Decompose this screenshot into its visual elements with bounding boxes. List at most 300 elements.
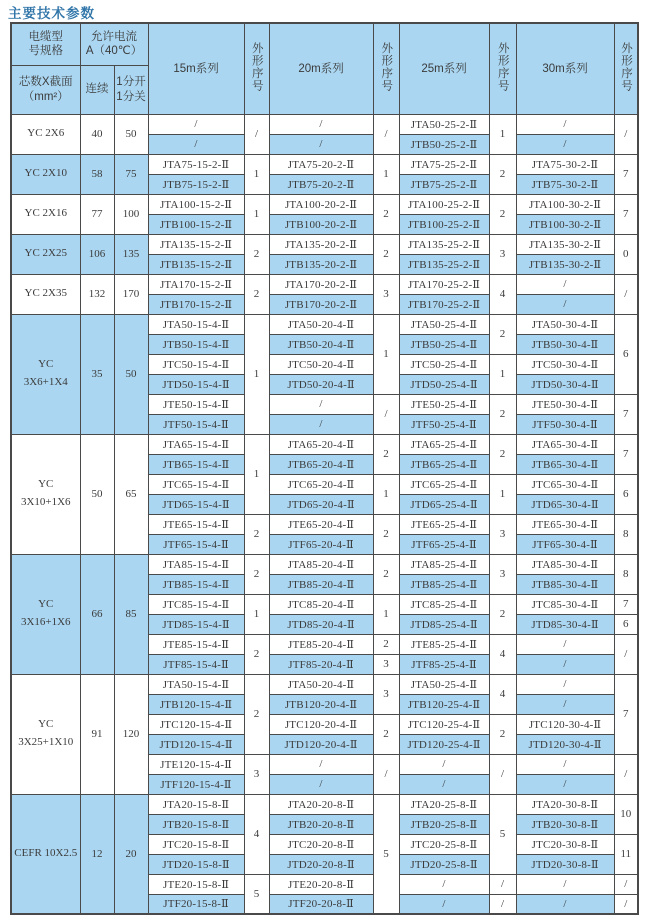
model-code-cell: JTB50-30-4-Ⅱ (516, 334, 614, 354)
model-code-cell: JTB85-25-4-Ⅱ (399, 574, 489, 594)
table-row (11, 554, 638, 574)
model-code-cell: JTB120-15-4-Ⅱ (148, 694, 244, 714)
model-code-cell: JTB75-25-2-Ⅱ (399, 174, 489, 194)
one-on-one-off-current-cell: 75 (114, 154, 148, 194)
model-code-cell: / (516, 274, 614, 294)
model-code-cell: JTB135-30-2-Ⅱ (516, 254, 614, 274)
model-code-cell: JTA170-15-2-Ⅱ (148, 274, 244, 294)
shape-index-cell: / (489, 754, 516, 794)
model-code-cell: JTA75-15-2-Ⅱ (148, 154, 244, 174)
model-code-cell: / (516, 874, 614, 894)
header-shape-index-4: 外形序号 (614, 23, 638, 114)
model-code-cell: / (399, 774, 489, 794)
shape-index-cell: 7 (614, 394, 638, 434)
model-code-cell: JTD85-20-4-Ⅱ (269, 614, 373, 634)
shape-index-cell: 1 (373, 474, 399, 514)
table-body (11, 114, 638, 914)
model-code-cell: JTB65-30-4-Ⅱ (516, 454, 614, 474)
header-allowed-current: 允许电流 A（40℃） (80, 23, 148, 65)
model-code-cell: JTA50-20-4-Ⅱ (269, 314, 373, 334)
group-model-line: 3X6+1X4 (23, 376, 68, 388)
model-code-cell: JTB100-15-2-Ⅱ (148, 214, 244, 234)
model-code-cell: JTC20-15-8-Ⅱ (148, 834, 244, 854)
model-code-cell: JTB135-15-2-Ⅱ (148, 254, 244, 274)
shape-index-cell: 2 (244, 514, 269, 554)
group-model-cell (11, 274, 80, 314)
model-code-cell: JTA50-25-4-Ⅱ (399, 674, 489, 694)
model-code-cell: JTA85-30-4-Ⅱ (516, 554, 614, 574)
model-code-cell: JTA85-15-4-Ⅱ (148, 554, 244, 574)
shape-index-cell: 7 (614, 674, 638, 754)
model-code-cell: JTB75-15-2-Ⅱ (148, 174, 244, 194)
model-code-cell: JTB100-30-2-Ⅱ (516, 214, 614, 234)
shape-index-cell: / (373, 114, 399, 154)
shape-index-cell: 7 (614, 594, 638, 614)
header-series-30m: 30m系列 (516, 23, 614, 114)
model-code-cell: JTF85-15-4-Ⅱ (148, 654, 244, 674)
group-model-line: YC (38, 358, 54, 371)
one-on-one-off-current-cell: 85 (114, 554, 148, 674)
model-code-cell: / (516, 674, 614, 694)
model-code-cell: JTE65-15-4-Ⅱ (148, 514, 244, 534)
model-code-cell: JTA100-30-2-Ⅱ (516, 194, 614, 214)
model-code-cell: JTA100-15-2-Ⅱ (148, 194, 244, 214)
model-code-cell: JTA85-20-4-Ⅱ (269, 554, 373, 574)
model-code-cell: JTC20-30-8-Ⅱ (516, 834, 614, 854)
table-row (11, 674, 638, 694)
group-model-cell (11, 314, 80, 434)
model-code-cell: JTF85-20-4-Ⅱ (269, 654, 373, 674)
group-model-line: YC 2X25 (24, 247, 67, 260)
shape-index-cell: 3 (373, 274, 399, 314)
model-code-cell: JTC120-30-4-Ⅱ (516, 714, 614, 734)
model-code-cell: JTA50-20-4-Ⅱ (269, 674, 373, 694)
model-code-cell: JTC20-25-8-Ⅱ (399, 834, 489, 854)
model-code-cell: / (516, 754, 614, 774)
shape-index-cell: 2 (489, 394, 516, 434)
one-on-one-off-current-cell: 20 (114, 794, 148, 914)
group-model-line: YC 2X10 (24, 167, 67, 180)
model-code-cell: JTB170-15-2-Ⅱ (148, 294, 244, 314)
group-model-line: 3X10+1X6 (20, 496, 71, 508)
model-code-cell: JTE20-20-8-Ⅱ (269, 874, 373, 894)
model-code-cell: JTB85-15-4-Ⅱ (148, 574, 244, 594)
model-code-cell: JTC65-25-4-Ⅱ (399, 474, 489, 494)
model-code-cell: JTE85-20-4-Ⅱ (269, 634, 373, 654)
shape-index-cell: 0 (614, 234, 638, 274)
shape-index-cell: 2 (373, 434, 399, 474)
shape-index-cell: 1 (244, 154, 269, 194)
shape-index-cell: 3 (244, 754, 269, 794)
one-on-one-off-current-cell: 50 (114, 314, 148, 434)
continuous-current-cell: 91 (80, 674, 114, 794)
table-row (11, 434, 638, 454)
model-code-cell: JTD20-30-8-Ⅱ (516, 854, 614, 874)
model-code-cell: / (516, 634, 614, 654)
shape-index-cell: 2 (489, 154, 516, 194)
model-code-cell: / (399, 894, 489, 914)
shape-index-cell: 1 (489, 354, 516, 394)
group-model-cell (11, 154, 80, 194)
shape-index-cell: 2 (373, 234, 399, 274)
model-code-cell: JTD20-25-8-Ⅱ (399, 854, 489, 874)
model-code-cell: / (516, 694, 614, 714)
group-model-line: YC (38, 718, 54, 731)
shape-index-cell: 2 (489, 194, 516, 234)
model-code-cell: / (516, 654, 614, 674)
model-code-cell: JTD20-15-8-Ⅱ (148, 854, 244, 874)
model-code-cell: JTC50-25-4-Ⅱ (399, 354, 489, 374)
group-model-line: YC 2X6 (27, 127, 65, 140)
model-code-cell: JTD50-30-4-Ⅱ (516, 374, 614, 394)
group-model-cell (11, 114, 80, 154)
shape-index-cell: 4 (489, 634, 516, 674)
shape-index-cell: 6 (614, 474, 638, 514)
model-code-cell: JTE50-25-4-Ⅱ (399, 394, 489, 414)
model-code-cell: JTA135-15-2-Ⅱ (148, 234, 244, 254)
model-code-cell: JTA65-25-4-Ⅱ (399, 434, 489, 454)
model-code-cell: JTA170-25-2-Ⅱ (399, 274, 489, 294)
model-code-cell: JTF20-20-8-Ⅱ (269, 894, 373, 914)
shape-index-cell: 2 (373, 554, 399, 594)
one-on-one-off-current-cell: 50 (114, 114, 148, 154)
shape-index-cell: 5 (244, 874, 269, 914)
shape-index-cell: 7 (614, 154, 638, 194)
shape-index-cell: 1 (489, 474, 516, 514)
model-code-cell: JTB85-20-4-Ⅱ (269, 574, 373, 594)
header-cable-model: 电缆型 号规格 (11, 23, 80, 65)
shape-index-cell: 1 (244, 594, 269, 634)
model-code-cell: JTA85-25-4-Ⅱ (399, 554, 489, 574)
model-code-cell: JTA100-20-2-Ⅱ (269, 194, 373, 214)
shape-index-cell: 3 (373, 654, 399, 674)
shape-index-cell: 2 (244, 274, 269, 314)
shape-index-cell: 2 (489, 594, 516, 634)
model-code-cell: JTD65-25-4-Ⅱ (399, 494, 489, 514)
one-on-one-off-current-cell: 120 (114, 674, 148, 794)
continuous-current-cell: 50 (80, 434, 114, 554)
model-code-cell: JTD85-15-4-Ⅱ (148, 614, 244, 634)
continuous-current-cell: 66 (80, 554, 114, 674)
model-code-cell: JTE85-25-4-Ⅱ (399, 634, 489, 654)
continuous-current-cell: 106 (80, 234, 114, 274)
model-code-cell: JTA100-25-2-Ⅱ (399, 194, 489, 214)
model-code-cell: JTA50-25-2-Ⅱ (399, 114, 489, 134)
shape-index-cell: / (614, 114, 638, 154)
shape-index-cell: / (244, 114, 269, 154)
continuous-current-cell: 132 (80, 274, 114, 314)
model-code-cell: JTB135-20-2-Ⅱ (269, 254, 373, 274)
shape-index-cell: 1 (244, 434, 269, 514)
model-code-cell: / (399, 754, 489, 774)
shape-index-cell: 2 (373, 634, 399, 654)
model-code-cell: JTB20-15-8-Ⅱ (148, 814, 244, 834)
shape-index-cell: / (373, 394, 399, 434)
model-code-cell: JTB50-15-4-Ⅱ (148, 334, 244, 354)
page-title: 主要技术参数 (8, 6, 95, 21)
header-shape-index-3: 外形序号 (489, 23, 516, 114)
model-code-cell: JTD50-20-4-Ⅱ (269, 374, 373, 394)
model-code-cell: JTB65-15-4-Ⅱ (148, 454, 244, 474)
shape-index-cell: 6 (614, 614, 638, 634)
model-code-cell: JTE65-20-4-Ⅱ (269, 514, 373, 534)
model-code-cell: JTC65-15-4-Ⅱ (148, 474, 244, 494)
model-code-cell: JTB50-25-4-Ⅱ (399, 334, 489, 354)
table-row (11, 314, 638, 334)
model-code-cell: / (516, 894, 614, 914)
shape-index-cell: 2 (244, 234, 269, 274)
model-code-cell: JTB50-20-4-Ⅱ (269, 334, 373, 354)
model-code-cell: JTB85-30-4-Ⅱ (516, 574, 614, 594)
model-code-cell: JTA65-30-4-Ⅱ (516, 434, 614, 454)
model-code-cell: JTA20-30-8-Ⅱ (516, 794, 614, 814)
model-code-cell: JTD50-25-4-Ⅱ (399, 374, 489, 394)
model-code-cell: JTF65-15-4-Ⅱ (148, 534, 244, 554)
model-code-cell: JTE120-15-4-Ⅱ (148, 754, 244, 774)
group-model-cell (11, 434, 80, 554)
model-code-cell: JTE65-25-4-Ⅱ (399, 514, 489, 534)
shape-index-cell: 5 (373, 794, 399, 914)
model-code-cell: JTA65-20-4-Ⅱ (269, 434, 373, 454)
shape-index-cell: / (489, 894, 516, 914)
header-shape-index-2: 外形序号 (373, 23, 399, 114)
model-code-cell: / (269, 114, 373, 134)
continuous-current-cell: 58 (80, 154, 114, 194)
model-code-cell: JTD120-25-4-Ⅱ (399, 734, 489, 754)
model-code-cell: JTA20-15-8-Ⅱ (148, 794, 244, 814)
model-code-cell: JTC50-30-4-Ⅱ (516, 354, 614, 374)
shape-index-cell: 2 (373, 194, 399, 234)
model-code-cell: JTA75-20-2-Ⅱ (269, 154, 373, 174)
shape-index-cell: 2 (489, 434, 516, 474)
model-code-cell: JTB65-20-4-Ⅱ (269, 454, 373, 474)
shape-index-cell: 8 (614, 554, 638, 594)
model-code-cell: JTF65-20-4-Ⅱ (269, 534, 373, 554)
model-code-cell: / (148, 114, 244, 134)
shape-index-cell: 2 (244, 554, 269, 594)
model-code-cell: JTD20-20-8-Ⅱ (269, 854, 373, 874)
model-code-cell: JTA20-20-8-Ⅱ (269, 794, 373, 814)
model-code-cell: JTA50-15-4-Ⅱ (148, 674, 244, 694)
shape-index-cell: 4 (489, 274, 516, 314)
shape-index-cell: 7 (614, 194, 638, 234)
model-code-cell: / (269, 394, 373, 414)
group-model-cell (11, 674, 80, 794)
model-code-cell: / (148, 134, 244, 154)
model-code-cell: JTD85-25-4-Ⅱ (399, 614, 489, 634)
model-code-cell: JTD85-30-4-Ⅱ (516, 614, 614, 634)
model-code-cell: JTD120-15-4-Ⅱ (148, 734, 244, 754)
shape-index-cell: 4 (244, 794, 269, 874)
header-shape-index-1: 外形序号 (244, 23, 269, 114)
continuous-current-cell: 35 (80, 314, 114, 434)
shape-index-cell: / (614, 894, 638, 914)
group-model-cell (11, 794, 80, 914)
model-code-cell: JTB135-25-2-Ⅱ (399, 254, 489, 274)
table-row (11, 234, 638, 254)
model-code-cell: JTA135-20-2-Ⅱ (269, 234, 373, 254)
continuous-current-cell: 12 (80, 794, 114, 914)
model-code-cell: JTC50-15-4-Ⅱ (148, 354, 244, 374)
model-code-cell: JTF20-15-8-Ⅱ (148, 894, 244, 914)
model-code-cell: / (269, 774, 373, 794)
shape-index-cell: / (614, 754, 638, 794)
shape-index-cell: 2 (244, 674, 269, 754)
continuous-current-cell: 77 (80, 194, 114, 234)
shape-index-cell: 1 (244, 194, 269, 234)
header-series-20m: 20m系列 (269, 23, 373, 114)
model-code-cell: JTC85-25-4-Ⅱ (399, 594, 489, 614)
shape-index-cell: 3 (489, 234, 516, 274)
table-row (11, 274, 638, 294)
one-on-one-off-current-cell: 100 (114, 194, 148, 234)
model-code-cell: JTC120-25-4-Ⅱ (399, 714, 489, 734)
model-code-cell: / (269, 414, 373, 434)
shape-index-cell: 1 (373, 314, 399, 394)
model-code-cell: / (516, 774, 614, 794)
model-code-cell: JTB20-30-8-Ⅱ (516, 814, 614, 834)
table-row (11, 154, 638, 174)
model-code-cell: JTA50-15-4-Ⅱ (148, 314, 244, 334)
model-code-cell: JTC120-20-4-Ⅱ (269, 714, 373, 734)
model-code-cell: / (399, 874, 489, 894)
model-code-cell: JTD65-30-4-Ⅱ (516, 494, 614, 514)
group-model-line: CEFR 10X2.5 (14, 846, 78, 859)
shape-index-cell: 3 (489, 514, 516, 554)
header-one-on-one-off: 1分开 1分关 (114, 65, 148, 114)
model-code-cell: / (269, 134, 373, 154)
group-model-line: YC 2X16 (24, 207, 67, 220)
model-code-cell: / (516, 134, 614, 154)
model-code-cell: JTE20-15-8-Ⅱ (148, 874, 244, 894)
shape-index-cell: 2 (489, 314, 516, 354)
group-model-line: YC 2X35 (24, 287, 67, 300)
table-row (11, 114, 638, 134)
model-code-cell: JTA135-25-2-Ⅱ (399, 234, 489, 254)
model-code-cell: JTB100-25-2-Ⅱ (399, 214, 489, 234)
continuous-current-cell: 40 (80, 114, 114, 154)
model-code-cell: JTD50-15-4-Ⅱ (148, 374, 244, 394)
shape-index-cell: 1 (373, 154, 399, 194)
model-code-cell: / (269, 754, 373, 774)
shape-index-cell: 2 (244, 634, 269, 674)
header-continuous: 连续 (80, 65, 114, 114)
shape-index-cell: 2 (373, 514, 399, 554)
table-row (11, 194, 638, 214)
model-code-cell: JTB50-25-2-Ⅱ (399, 134, 489, 154)
group-model-line: 3X25+1X10 (18, 736, 74, 748)
model-code-cell: JTA170-20-2-Ⅱ (269, 274, 373, 294)
model-code-cell: JTD65-15-4-Ⅱ (148, 494, 244, 514)
model-code-cell: / (516, 114, 614, 134)
model-code-cell: JTE85-15-4-Ⅱ (148, 634, 244, 654)
header-series-25m: 25m系列 (399, 23, 489, 114)
model-code-cell: JTF50-15-4-Ⅱ (148, 414, 244, 434)
model-code-cell: JTB65-25-4-Ⅱ (399, 454, 489, 474)
group-model-line: YC (38, 598, 54, 611)
model-code-cell: JTA135-30-2-Ⅱ (516, 234, 614, 254)
model-code-cell: JTC85-20-4-Ⅱ (269, 594, 373, 614)
group-model-line: 3X16+1X6 (20, 616, 71, 628)
table-row (11, 794, 638, 814)
model-code-cell: JTF65-30-4-Ⅱ (516, 534, 614, 554)
model-code-cell: JTC85-30-4-Ⅱ (516, 594, 614, 614)
model-code-cell: JTF50-25-4-Ⅱ (399, 414, 489, 434)
shape-index-cell: 2 (373, 714, 399, 754)
shape-index-cell: 7 (614, 434, 638, 474)
group-model-cell (11, 234, 80, 274)
model-code-cell: JTD65-20-4-Ⅱ (269, 494, 373, 514)
shape-index-cell: 1 (373, 594, 399, 634)
shape-index-cell: 10 (614, 794, 638, 834)
shape-index-cell: / (614, 634, 638, 674)
model-code-cell: JTA50-25-4-Ⅱ (399, 314, 489, 334)
model-code-cell: JTB170-20-2-Ⅱ (269, 294, 373, 314)
model-code-cell: JTA50-30-4-Ⅱ (516, 314, 614, 334)
shape-index-cell: 1 (489, 114, 516, 154)
model-code-cell: JTB120-20-4-Ⅱ (269, 694, 373, 714)
model-code-cell: JTF50-30-4-Ⅱ (516, 414, 614, 434)
model-code-cell: JTD120-20-4-Ⅱ (269, 734, 373, 754)
one-on-one-off-current-cell: 135 (114, 234, 148, 274)
header-core-section: 芯数X截面 （mm²） (11, 65, 80, 114)
shape-index-cell: 3 (489, 554, 516, 594)
model-code-cell: JTB170-25-2-Ⅱ (399, 294, 489, 314)
model-code-cell: JTF120-15-4-Ⅱ (148, 774, 244, 794)
model-code-cell: JTC85-15-4-Ⅱ (148, 594, 244, 614)
model-code-cell: / (516, 294, 614, 314)
model-code-cell: JTC65-20-4-Ⅱ (269, 474, 373, 494)
model-code-cell: JTD120-30-4-Ⅱ (516, 734, 614, 754)
spec-table (10, 22, 639, 915)
shape-index-cell: 8 (614, 514, 638, 554)
model-code-cell: JTA65-15-4-Ⅱ (148, 434, 244, 454)
group-model-line: YC (38, 478, 54, 491)
shape-index-cell: 1 (244, 314, 269, 434)
model-code-cell: JTA75-30-2-Ⅱ (516, 154, 614, 174)
shape-index-cell: / (373, 754, 399, 794)
shape-index-cell: 5 (489, 794, 516, 874)
shape-index-cell: 11 (614, 834, 638, 874)
model-code-cell: JTF85-25-4-Ⅱ (399, 654, 489, 674)
model-code-cell: JTB100-20-2-Ⅱ (269, 214, 373, 234)
shape-index-cell: 6 (614, 314, 638, 394)
model-code-cell: JTC20-20-8-Ⅱ (269, 834, 373, 854)
shape-index-cell: 2 (489, 714, 516, 754)
model-code-cell: JTB75-20-2-Ⅱ (269, 174, 373, 194)
header-series-15m: 15m系列 (148, 23, 244, 114)
model-code-cell: JTC50-20-4-Ⅱ (269, 354, 373, 374)
model-code-cell: JTF65-25-4-Ⅱ (399, 534, 489, 554)
model-code-cell: JTB120-25-4-Ⅱ (399, 694, 489, 714)
model-code-cell: JTA75-25-2-Ⅱ (399, 154, 489, 174)
model-code-cell: JTA20-25-8-Ⅱ (399, 794, 489, 814)
table-header (11, 23, 638, 114)
shape-index-cell: / (489, 874, 516, 894)
one-on-one-off-current-cell: 170 (114, 274, 148, 314)
shape-index-cell: / (614, 874, 638, 894)
group-model-cell (11, 194, 80, 234)
model-code-cell: JTE65-30-4-Ⅱ (516, 514, 614, 534)
model-code-cell: JTB20-25-8-Ⅱ (399, 814, 489, 834)
model-code-cell: JTE50-15-4-Ⅱ (148, 394, 244, 414)
model-code-cell: JTB75-30-2-Ⅱ (516, 174, 614, 194)
one-on-one-off-current-cell: 65 (114, 434, 148, 554)
shape-index-cell: 3 (373, 674, 399, 714)
shape-index-cell: 4 (489, 674, 516, 714)
model-code-cell: JTC65-30-4-Ⅱ (516, 474, 614, 494)
shape-index-cell: / (614, 274, 638, 314)
